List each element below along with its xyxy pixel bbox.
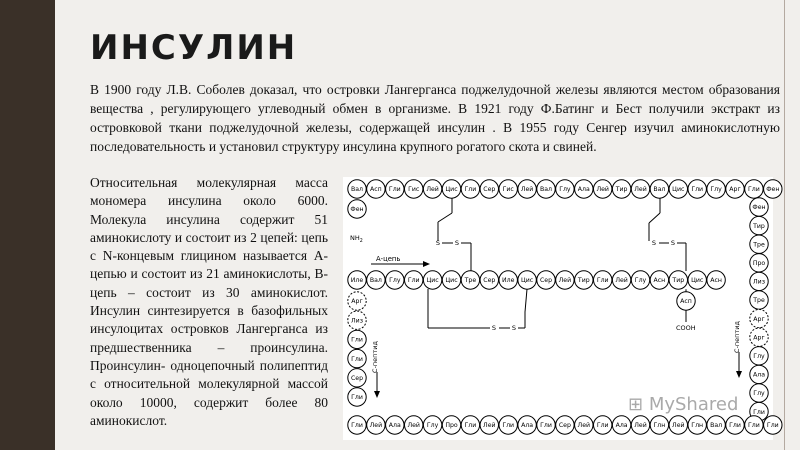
svg-text:Цис: Цис xyxy=(445,186,458,194)
top-row-residue xyxy=(726,180,744,198)
decorative-sidebar xyxy=(0,0,55,450)
svg-text:Лей: Лей xyxy=(577,422,591,430)
right-column-residue xyxy=(750,309,768,327)
svg-text:Глу: Глу xyxy=(753,353,765,360)
left-loop-residue xyxy=(348,311,366,329)
svg-text:Лиз: Лиз xyxy=(753,278,765,286)
svg-text:Гли: Гли xyxy=(464,422,477,430)
bottom-row-residue xyxy=(764,416,782,434)
svg-text:Лей: Лей xyxy=(634,422,647,430)
left-loop-residue xyxy=(348,349,366,367)
bottom-row-residue xyxy=(650,416,668,434)
bottom-row-residue xyxy=(612,416,630,434)
top-row-residue xyxy=(612,180,630,198)
top-row-residue xyxy=(707,180,725,198)
a-chain-residue xyxy=(405,271,423,289)
svg-text:Гис: Гис xyxy=(502,186,514,194)
bottom-row-residue xyxy=(442,416,460,434)
right-column-residue xyxy=(750,384,768,402)
bottom-row-residue xyxy=(631,416,649,434)
top-row-residue xyxy=(556,180,574,198)
cooh-label: COOH xyxy=(676,324,696,332)
top-row-residue xyxy=(386,180,404,198)
right-column-residue xyxy=(750,235,768,253)
svg-text:Сер: Сер xyxy=(483,277,496,285)
svg-text:Глн: Глн xyxy=(653,422,666,430)
right-column-residue xyxy=(750,198,768,216)
svg-text:Про: Про xyxy=(752,260,766,267)
svg-text:Цис: Цис xyxy=(445,277,458,285)
a-chain-label: А-цепь xyxy=(376,255,401,263)
left-loop-residue xyxy=(348,292,366,310)
svg-text:Гли: Гли xyxy=(351,336,363,344)
svg-text:Гли: Гли xyxy=(748,186,760,194)
bond-line xyxy=(525,289,527,312)
a-chain-residue xyxy=(575,271,593,289)
a-chain-residue xyxy=(669,271,687,289)
svg-text:Глу: Глу xyxy=(426,422,439,430)
svg-text:Гис: Гис xyxy=(408,186,420,194)
svg-text:Гли: Гли xyxy=(464,186,477,194)
svg-text:Вал: Вал xyxy=(653,186,666,194)
top-row-residue xyxy=(367,180,385,198)
a-chain-residue xyxy=(612,271,630,289)
bottom-row-residue xyxy=(575,416,593,434)
svg-text:Глу: Глу xyxy=(389,277,401,285)
svg-text:Сер: Сер xyxy=(350,375,364,382)
bottom-row-residue xyxy=(688,416,706,434)
a-chain-residue xyxy=(556,271,574,289)
svg-text:Цис: Цис xyxy=(691,277,704,285)
bottom-row-residue xyxy=(745,416,763,434)
svg-text:Ала: Ала xyxy=(753,371,765,379)
bond-line xyxy=(438,213,452,222)
a-chain-residue xyxy=(367,271,385,289)
watermark-text: MyShared xyxy=(648,394,739,415)
top-row-residue xyxy=(405,180,423,198)
svg-text:Лей: Лей xyxy=(407,422,420,430)
a-chain-residue xyxy=(442,271,460,289)
svg-text:Ала: Ала xyxy=(521,422,534,430)
svg-text:Гли: Гли xyxy=(351,355,363,363)
a-chain-residue xyxy=(537,271,555,289)
svg-text:Цис: Цис xyxy=(520,277,534,285)
svg-text:Цис: Цис xyxy=(672,186,685,194)
svg-text:Лей: Лей xyxy=(615,277,628,285)
decorative-divider xyxy=(784,0,785,450)
bottom-row-residue xyxy=(348,416,366,434)
right-column-residue xyxy=(750,254,768,272)
svg-text:Гли: Гли xyxy=(351,422,363,430)
svg-text:Иле: Иле xyxy=(502,277,515,285)
a-chain-residue xyxy=(386,271,404,289)
svg-text:Лей: Лей xyxy=(672,422,685,430)
c-peptide-right-label: С-пептид xyxy=(733,321,741,353)
top-row-residue xyxy=(575,180,593,198)
bottom-row-residue xyxy=(423,416,441,434)
svg-text:Глу: Глу xyxy=(559,186,571,194)
right-column-residue xyxy=(750,216,768,234)
top-row-residue xyxy=(423,180,441,198)
top-row-residue xyxy=(745,180,763,198)
a-chain-residue xyxy=(423,271,441,289)
svg-text:Арг: Арг xyxy=(729,186,741,194)
bottom-row-residue xyxy=(556,416,574,434)
svg-text:Сер: Сер xyxy=(483,186,496,194)
svg-text:Лей: Лей xyxy=(369,422,383,430)
right-column-residue xyxy=(750,328,768,346)
svg-text:Тир: Тир xyxy=(577,277,590,285)
bottom-row-residue xyxy=(499,416,517,434)
svg-text:Тре: Тре xyxy=(753,241,765,249)
bottom-row-residue xyxy=(405,416,423,434)
svg-text:Гли: Гли xyxy=(729,422,741,430)
bond-line xyxy=(649,213,660,223)
nh2-label: $NH_2$ xyxy=(350,234,363,244)
svg-text:Вал: Вал xyxy=(369,277,382,285)
svg-text:Фен: Фен xyxy=(350,206,364,214)
a-chain-residue xyxy=(499,271,517,289)
right-column-residue xyxy=(750,272,768,290)
svg-text:Глу: Глу xyxy=(634,277,647,285)
left-loop-residue xyxy=(348,330,366,348)
a-chain-residue xyxy=(688,271,706,289)
asp-residue xyxy=(677,292,695,310)
top-row-residue xyxy=(518,180,536,198)
top-row-residue xyxy=(348,180,366,198)
svg-text:Фен: Фен xyxy=(766,186,780,194)
svg-text:Гли: Гли xyxy=(502,422,515,430)
side-paragraph: Относительная молекулярная масса мономера инсулина около 6000. Молекула инсулина содержит 51 аминокислоту и состоит из 2 цепей: цепь с N-концевым глицином называется А-цепью и состоит из 21 аминокислоты, В-цепь – состоит из 30 аминокислот. Инсулин синтезируется в базофильных инсулоцитах островков Лангерганса из предшественника – проинсулина. Проинсулин- одноцепочный полипептид с относительной молекулярной массой около 10000, содержит более 80 аминокислот. xyxy=(90,175,328,428)
page-title: ИНСУЛИН xyxy=(90,28,298,68)
svg-text:Лей: Лей xyxy=(596,186,609,194)
svg-text:Глу: Глу xyxy=(753,390,765,398)
top-row-residue xyxy=(669,180,687,198)
svg-text:Фен: Фен xyxy=(752,204,766,212)
watermark-logo-icon: ⊞ xyxy=(628,394,644,415)
svg-text:Вал: Вал xyxy=(351,186,363,194)
top-row-residue xyxy=(688,180,706,198)
svg-text:Ала: Ала xyxy=(615,422,628,430)
svg-text:Асн: Асн xyxy=(653,277,666,285)
a-chain-residue xyxy=(518,271,536,289)
sulfur-label: S xyxy=(670,239,676,247)
svg-text:Тир: Тир xyxy=(753,222,765,230)
svg-text:Тре: Тре xyxy=(753,297,765,305)
a-chain-residue xyxy=(461,271,479,289)
bottom-row-residue xyxy=(726,416,744,434)
svg-text:Арг: Арг xyxy=(351,298,363,306)
nh2-subscript: 2 xyxy=(359,239,363,244)
top-row-residue xyxy=(631,180,649,198)
sulfur-label: S xyxy=(491,324,497,332)
svg-text:Вал: Вал xyxy=(540,186,552,194)
svg-text:Арг: Арг xyxy=(753,334,765,342)
intro-paragraph: В 1900 году Л.В. Соболев доказал, что островки Лангерганса поджелудочной железы являются местом образования вещества , регулирующего углеводный обмен в организме. В 1921 году Ф.Батинг и Бест получили экстракт из островковой ткани поджелудочной железы, содержащей инсулин . В 1955 году Сенгер изучил аминокислотную последовательность и установил структуру инсулина крупного рогатого скота и свиней. xyxy=(90,82,780,154)
a-chain-residue xyxy=(594,271,612,289)
a-chain-residue xyxy=(707,271,725,289)
svg-text:Тре: Тре xyxy=(464,277,477,285)
svg-text:Лей: Лей xyxy=(520,186,534,194)
svg-text:Ала: Ала xyxy=(388,422,401,430)
svg-text:Гли: Гли xyxy=(540,422,552,430)
bottom-row-residue xyxy=(367,416,385,434)
sulfur-label: S xyxy=(651,239,657,247)
top-row-residue xyxy=(442,180,460,198)
left-column-residue xyxy=(348,200,366,218)
svg-text:Асп: Асп xyxy=(680,298,692,306)
a-chain-residue xyxy=(348,271,366,289)
svg-text:Лей: Лей xyxy=(483,422,496,430)
svg-text:Иле: Иле xyxy=(350,277,364,285)
svg-text:Гли: Гли xyxy=(691,186,704,194)
svg-text:Цис: Цис xyxy=(426,277,439,285)
svg-text:Гли: Гли xyxy=(596,422,609,430)
svg-text:Про: Про xyxy=(445,422,458,430)
svg-text:Гли: Гли xyxy=(351,394,363,402)
svg-text:Гли: Гли xyxy=(388,186,401,194)
svg-text:Гли: Гли xyxy=(753,408,765,416)
svg-text:Арг: Арг xyxy=(753,315,765,323)
svg-text:Гли: Гли xyxy=(596,277,609,285)
bottom-row-residue xyxy=(537,416,555,434)
a-chain-residue xyxy=(631,271,649,289)
sulfur-label: S xyxy=(454,239,460,247)
svg-text:Ала: Ала xyxy=(577,186,590,194)
sulfur-label: S xyxy=(511,324,517,332)
bottom-row-residue xyxy=(386,416,404,434)
bottom-row-residue xyxy=(594,416,612,434)
watermark xyxy=(628,394,738,415)
top-row-residue xyxy=(499,180,517,198)
svg-text:Глн: Глн xyxy=(691,422,704,430)
left-loop-residue xyxy=(348,369,366,387)
bottom-row-residue xyxy=(461,416,479,434)
right-column-residue xyxy=(750,365,768,383)
bottom-row-residue xyxy=(518,416,536,434)
bottom-row-residue xyxy=(480,416,498,434)
svg-text:Гли: Гли xyxy=(407,277,420,285)
left-loop-residue xyxy=(348,388,366,406)
svg-text:Лей: Лей xyxy=(558,277,572,285)
svg-text:Тир: Тир xyxy=(672,277,685,285)
svg-text:Асп: Асп xyxy=(370,186,382,194)
svg-text:Сер: Сер xyxy=(539,277,553,285)
svg-text:Глу: Глу xyxy=(710,186,722,194)
top-row-residue xyxy=(594,180,612,198)
svg-text:Сер: Сер xyxy=(558,422,571,430)
svg-text:Лиз: Лиз xyxy=(351,317,363,325)
a-chain-arrow-head xyxy=(423,261,430,267)
svg-text:Лей: Лей xyxy=(634,186,647,194)
svg-text:Вал: Вал xyxy=(710,422,723,430)
top-row-residue xyxy=(764,180,782,198)
svg-text:Гли: Гли xyxy=(766,422,779,430)
svg-text:Тир: Тир xyxy=(615,186,628,194)
c-peptide-left-label: С-пептид xyxy=(371,341,379,373)
svg-text:Лей: Лей xyxy=(426,186,439,194)
a-chain-residue xyxy=(480,271,498,289)
svg-text:Гли: Гли xyxy=(748,422,760,430)
top-row-residue xyxy=(650,180,668,198)
c-peptide-left-arrow-head xyxy=(374,391,380,398)
top-row-residue xyxy=(537,180,555,198)
top-row-residue xyxy=(461,180,479,198)
top-row-residue xyxy=(480,180,498,198)
c-peptide-right-arrow-head xyxy=(736,371,742,378)
bottom-row-residue xyxy=(707,416,725,434)
right-column-residue xyxy=(750,291,768,309)
svg-text:Асн: Асн xyxy=(710,277,722,285)
sulfur-label: S xyxy=(435,239,441,247)
right-column-residue xyxy=(750,347,768,365)
bottom-row-residue xyxy=(669,416,687,434)
a-chain-residue xyxy=(650,271,668,289)
